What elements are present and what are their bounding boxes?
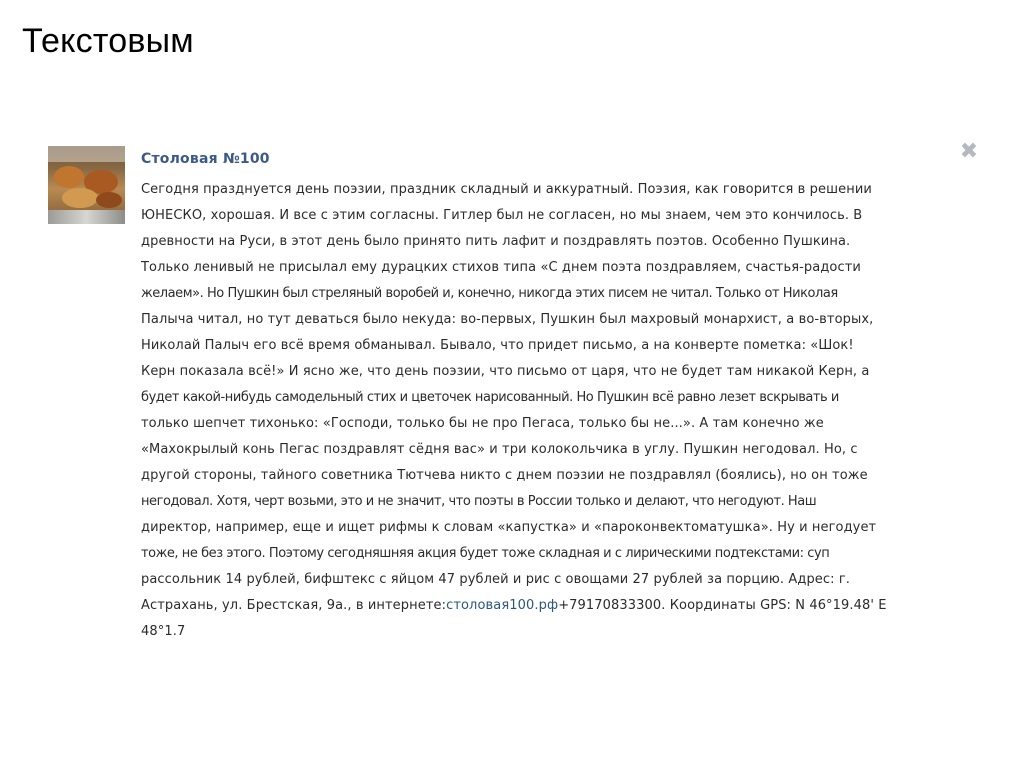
post-text-line: Сегодня празднуется день поэзии, праздник складный и аккуратный. Поэзия, как говорится в решении bbox=[141, 182, 872, 197]
post-text-line: Палыча читал, но тут деваться было некуда: во-первых, Пушкин был махровый монархист, а во-вторых, bbox=[141, 312, 874, 327]
post-text-line: рассольник 14 рублей, бифштекс с яйцом 47 рублей и рис с овощами 27 рублей за порцию. Адрес: г. bbox=[141, 572, 851, 587]
post-author-link[interactable]: Столовая №100 bbox=[141, 151, 270, 167]
post-text-line: только шепчет тихонько: «Господи, только бы не про Пегаса, только бы не...». А там конечно же bbox=[141, 416, 824, 431]
post-text-line: Керн показала всё!» И ясно же, что день поэзии, что письмо от царя, что не будет там никакой Керн, а bbox=[141, 364, 870, 379]
food-photo-thumbnail[interactable] bbox=[48, 146, 125, 224]
close-icon[interactable]: ✖ bbox=[959, 139, 979, 164]
post-text bbox=[141, 177, 986, 645]
post-card bbox=[48, 139, 988, 665]
post-text-line: «Махокрылый конь Пегас поздравлят сёдня вас» и три колокольчика в углу. Пушкин негодовал. Но, с bbox=[141, 442, 858, 457]
post-text-line: тоже, не без этого. Поэтому сегодняшняя акция будет тоже складная и с лирическими подтекстами: суп bbox=[141, 546, 830, 561]
post-text-line: другой стороны, тайного советника Тютчева никто с днем поэзии не поздравлял (боялись), но он тоже bbox=[141, 468, 868, 483]
post-text-line: древности на Руси, в этот день было принято пить лафит и поздравлять поэтов. Особенно Пушкина. bbox=[141, 234, 851, 249]
post-text-line: негодовал. Хотя, черт возьми, это и не значит, что поэты в России только и делают, что негодуют. Наш bbox=[141, 494, 817, 509]
dish bbox=[54, 166, 84, 188]
website-link[interactable]: столовая100.рф bbox=[446, 598, 559, 613]
sneeze-guard bbox=[48, 146, 125, 162]
dish bbox=[62, 188, 98, 208]
post-text-line: будет какой-нибудь самодельный стих и цветочек нарисованный. Но Пушкин всё равно лезет вскрывать и bbox=[141, 390, 839, 405]
counter-tray bbox=[48, 210, 125, 224]
post-text-line-address bbox=[141, 593, 986, 619]
address-prefix: Астрахань, ул. Брестская, 9а., в интернете: bbox=[141, 598, 447, 613]
post-text-line: 48°1.7 bbox=[141, 624, 186, 639]
slide-title: Текстовым bbox=[22, 22, 194, 60]
post-text-line: Только ленивый не присылал ему дурацких стихов типа «С днем поэта поздравляем, счастья-радости bbox=[141, 260, 861, 275]
post-text-line: директор, например, еще и ищет рифмы к словам «капустка» и «пароконвектоматушка». Ну и негодует bbox=[141, 520, 877, 535]
post-text-line: Николай Палыч его всё время обманывал. Бывало, что придет письмо, а на конверте пометка: «Шок! bbox=[141, 338, 854, 353]
post-text-line: желаем». Но Пушкин был стреляный воробей и, конечно, никогда этих писем не читал. Только от Николая bbox=[141, 286, 838, 301]
dish bbox=[96, 192, 122, 208]
address-suffix: +79170833300. Координаты GPS: N 46°19.48' E bbox=[558, 598, 887, 613]
post-text-line: ЮНЕСКО, хорошая. И все с этим согласны. Гитлер был не согласен, но мы знаем, чем это кончилось. В bbox=[141, 208, 863, 223]
